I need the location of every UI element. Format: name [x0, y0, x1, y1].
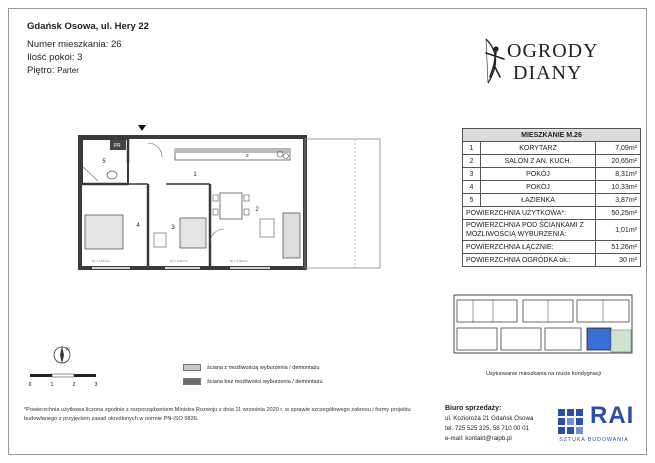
legend-demolishable-wall: ściana z możliwością wyburzenia / demontażu — [183, 364, 320, 371]
floor-plan — [70, 123, 390, 283]
hp-label-2: hp = 1,50 cm — [170, 259, 188, 263]
pr-label: PR — [113, 143, 121, 149]
sales-office-contact: Biuro sprzedaży: ul. Kozioroża 21 Gdańsk Osowa tel. 725 525 325, 58 710 00 01 e-mail: kontakt@raipb.pl — [445, 405, 534, 442]
brand-logo-text: OGRODY DIANY — [507, 40, 599, 84]
rooms-count: Ilość pokoi: 3 — [27, 52, 83, 63]
room-label-2: 2 — [255, 207, 259, 213]
legend-swatch-light — [183, 364, 201, 371]
total-area-row: POWIERZCHNIA ŁĄCZNIE: 51,26m² — [463, 241, 641, 254]
scale-bar — [28, 370, 100, 394]
room-label-5: 5 — [102, 159, 106, 165]
garden-area-row: POWIERZCHNIA OGRÓDKA ok.: 30 m² — [463, 254, 641, 267]
contact-email[interactable]: e-mail: kontakt@raipb.pl — [445, 435, 512, 442]
page-title: Gdańsk Osowa, ul. Hery 22 — [27, 21, 149, 32]
table-row: 2 SALON Z AN. KUCH. 20,65m² — [463, 155, 641, 168]
room-label-3: 3 — [171, 225, 175, 231]
z-label: Z — [246, 153, 249, 158]
svg-text:2: 2 — [72, 382, 76, 388]
legend-structural-wall: ściana bez możliwości wyburzenia / demontażu — [183, 378, 323, 385]
apartment-highlight — [587, 328, 611, 350]
svg-text:0: 0 — [28, 382, 32, 388]
rai-logo-text: RAI — [590, 402, 635, 429]
table-row: 4 POKÓJ 10,33m² — [463, 181, 641, 194]
svg-text:1: 1 — [50, 382, 54, 388]
north-label: N — [66, 347, 70, 353]
hp-label-1: hp = 1,50 cm — [92, 259, 110, 263]
table-title: MIESZKANIE M.26 — [463, 129, 641, 142]
table-row: 3 POKÓJ 8,31m² — [463, 168, 641, 181]
hp-label-3: hp = 1,50 cm — [230, 259, 248, 263]
apartment-number: Numer mieszkania: 26 — [27, 39, 122, 50]
compass-icon — [50, 343, 74, 367]
under-walls-row: POWIERZCHNIA POD ŚCIANKAMI Z MOŻLIWOŚCIĄ WYBURZENIA: 1,01m² — [463, 220, 641, 241]
floor-map-caption: Usytuowanie mieszkania na rzucie kondygnacji — [486, 371, 601, 377]
usable-area-footnote: *Powierzchnia użytkowa liczona zgodnie z rozporządzeniem Ministra Rozwoju z dnia 11 września 2020 r. w sprawie szczegółowego zakresu i formy projektu budowlanego z przyjęciem zasad określonych w normie PN-ISO 9836. — [24, 407, 411, 422]
apartment-area-table — [462, 128, 641, 267]
floor-location-map — [453, 290, 633, 365]
rai-tagline: SZTUKA BUDOWANIA — [559, 437, 629, 443]
room-label-1: 1 — [193, 172, 197, 178]
floor-info: Piętro: Parter — [27, 65, 79, 76]
svg-text:3: 3 — [94, 382, 98, 388]
table-row: 1 KORYTARZ 7,09m² — [463, 142, 641, 155]
legend-swatch-dark — [183, 378, 201, 385]
usable-area-row: POWIERZCHNIA UŻYTKOWA*: 50,25m² — [463, 207, 641, 220]
table-row: 5 ŁAZIENKA 3,87m² — [463, 194, 641, 207]
room-label-4: 4 — [136, 223, 140, 229]
